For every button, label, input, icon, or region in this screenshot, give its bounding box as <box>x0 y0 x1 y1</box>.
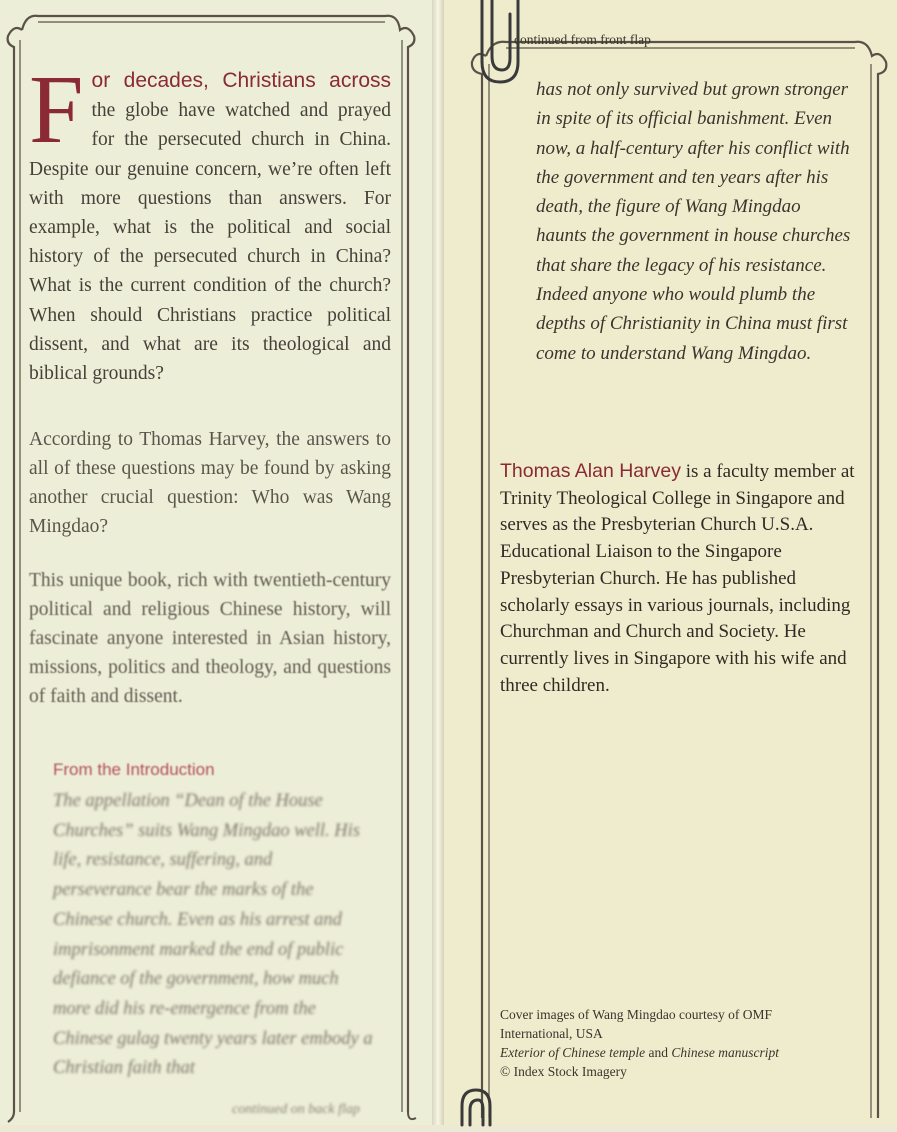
continued-from-front-note: continued from front flap <box>514 32 651 47</box>
credit-line-1: Cover images of Wang Mingdao courtesy of OMF International, USA <box>500 1007 772 1041</box>
front-flap-paragraph-2: According to Thomas Harvey, the answers to all of these questions may be found by asking another crucial question: Who was Wang Mingdao? <box>29 429 391 537</box>
credit-line-2 <box>500 1043 840 1062</box>
credit-line-3: © Index Stock Imagery <box>500 1064 627 1079</box>
continued-on-back-note: continued on back flap <box>232 1102 360 1117</box>
author-bio <box>500 458 865 699</box>
front-flap-paragraph-3: This unique book, rich with twentieth-century political and religious Chinese history, will fascinate anyone interested in Asian history, missions, politics and theology, and questions of faith and dissent. <box>29 570 391 707</box>
intro-body: the globe have watched and prayed for the persecuted church in China. Despite our genuine concern, we’re often left with more questions than answers. For example, what is the political and social history of the persecuted church in China? What is the current condition of the church? When should Christians practice political dissent, and what are its theological and biblical grounds? <box>29 100 391 385</box>
back-flap-italic-paragraph: has not only survived but grown stronger in spite of its official banishment. Even now, a half-century after his conflict with the government and ten years after his death, the figure of Wang Mingdao haunts the government in house churches that share the legacy of his resistance. Indeed anyone who would plumb the depths of Christianity in China must first come to understand Wang Mingdao. <box>536 79 851 364</box>
introduction-heading: From the Introduction <box>53 760 215 779</box>
image-credits <box>500 1005 840 1081</box>
author-name: Thomas Alan Harvey <box>500 460 681 482</box>
credit-italic-1: Exterior of Chinese temple <box>500 1045 646 1060</box>
drop-cap: F <box>29 56 84 164</box>
intro-lead: or decades, Christians across <box>91 69 391 92</box>
credit-and: and <box>645 1045 672 1060</box>
introduction-quote: The appellation “Dean of the House Churches” suits Wang Mingdao well. His life, resistance, suffering, and perseverance bear the marks of the Chinese church. Even as his arrest and imprisonment marked the end of public defiance of the government, how much more did his re-emergence from the Chinese gulag twenty years later embody a Christian faith that <box>53 791 373 1079</box>
credit-italic-2: Chinese manuscript <box>671 1045 779 1060</box>
front-flap-intro <box>29 56 391 388</box>
author-bio-text: is a faculty member at Trinity Theological College in Singapore and serves as the Presbyterian Church U.S.A. Educational Liaison to the Singapore Presbyterian Church. He has published scholarly essays in various journals, including Churchman and Church and Society. He currently lives in Singapore with his wife and three children. <box>500 461 855 696</box>
